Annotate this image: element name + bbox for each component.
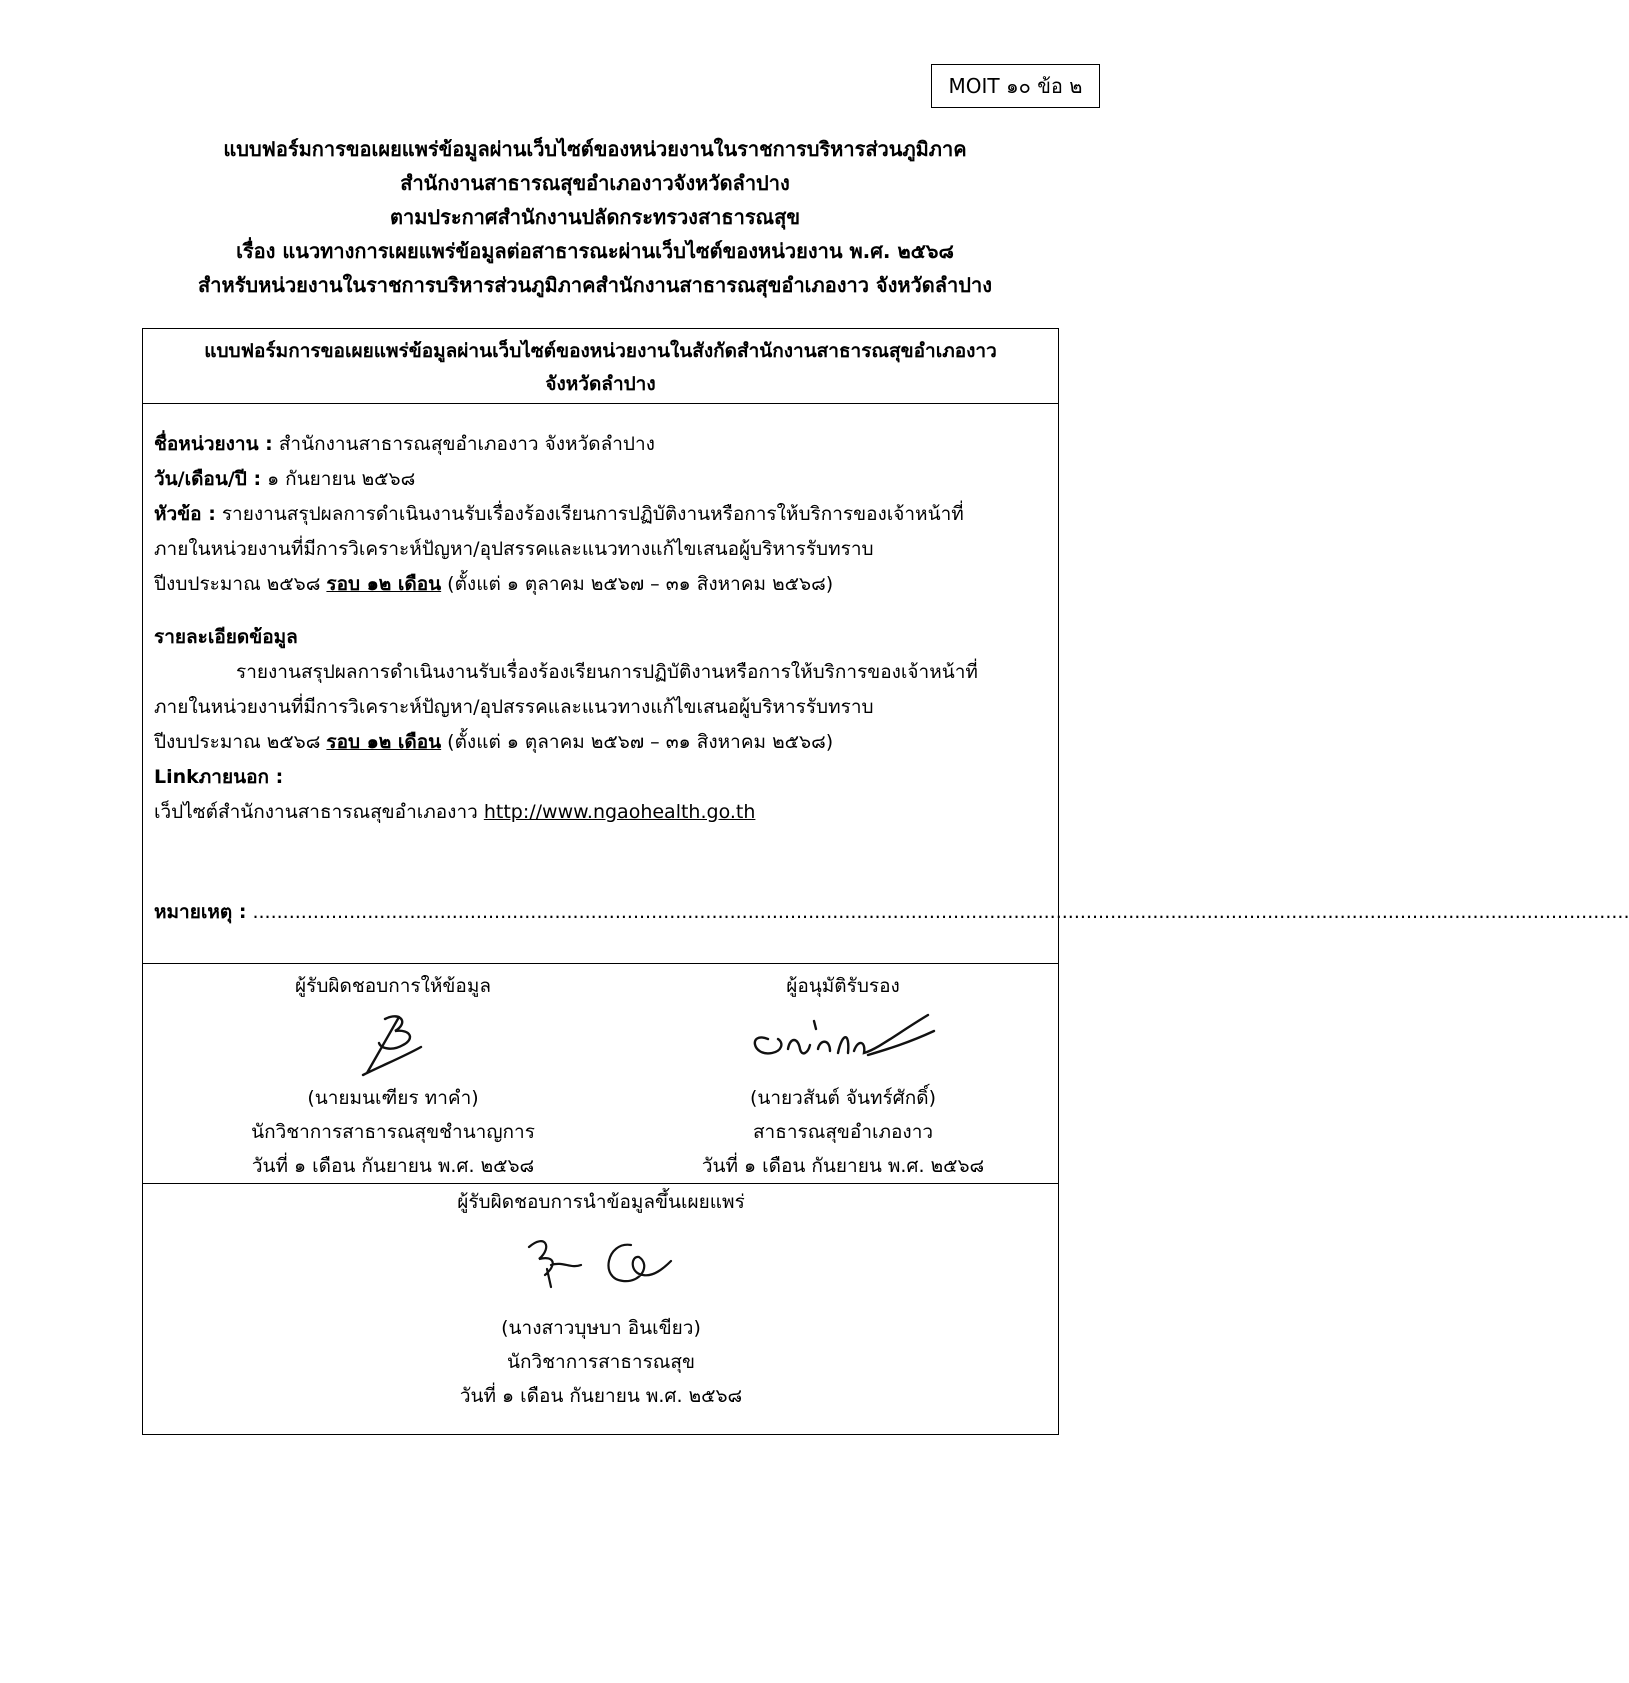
- publisher-date: วันที่ ๑ เดือน กันยายน พ.ศ. ๒๕๖๘: [459, 1385, 743, 1407]
- header-line-2: สำนักงานสาธารณสุขอำเภองาวจังหวัดลำปาง: [400, 171, 790, 195]
- provider-signature-icon: [243, 1003, 543, 1081]
- unit-label: ชื่อหน่วยงาน :: [154, 433, 273, 455]
- approver-title: ผู้อนุมัติรับรอง: [786, 975, 900, 997]
- publisher-name: (นางสาวบุษบา อินเขียว): [501, 1317, 701, 1339]
- provider-date: วันที่ ๑ เดือน กันยายน พ.ศ. ๒๕๖๘: [251, 1155, 535, 1177]
- detail-period: (ตั้งแต่ ๑ ตุลาคม ๒๕๖๗ – ๓๑ สิงหาคม ๒๕๖๘): [441, 731, 834, 753]
- detail-line-1: รายงานสรุปผลการดำเนินงานรับเรื่องร้องเรียนการปฏิบัติงานหรือการให้บริการของเจ้าหน้าที่: [236, 661, 978, 683]
- topic-line-1: รายงานสรุปผลการดำเนินงานรับเรื่องร้องเรียนการปฏิบัติงานหรือการให้บริการของเจ้าหน้าที่: [215, 503, 964, 525]
- approver-date: วันที่ ๑ เดือน กันยายน พ.ศ. ๒๕๖๘: [701, 1155, 985, 1177]
- form-title-line-1: แบบฟอร์มการขอเผยแพร่ข้อมูลผ่านเว็บไซต์ของหน่วยงานในสังกัดสำนักงานสาธารณสุขอำเภองาว: [204, 340, 997, 362]
- topic-line-2: ภายในหน่วยงานที่มีการวิเคราะห์ปัญหา/อุปสรรคและแนวทางแก้ไขเสนอผู้บริหารรับทราบ: [154, 538, 874, 560]
- approver-signature-block: [673, 969, 1013, 1183]
- header-line-4: เรื่อง แนวทางการเผยแพร่ข้อมูลต่อสาธารณะผ่านเว็บไซต์ของหน่วยงาน พ.ศ. ๒๕๖๘: [236, 239, 954, 263]
- note-dotted-line: ....................................................................................................................................................................................................................................: [246, 901, 1629, 923]
- date-value: ๑ กันยายน ๒๕๖๘: [261, 468, 416, 490]
- topic-period: (ตั้งแต่ ๑ ตุลาคม ๒๕๖๗ – ๓๑ สิงหาคม ๒๕๖๘): [441, 573, 834, 595]
- website-label: เว็ปไซต์สำนักงานสาธารณสุขอำเภองาว: [154, 801, 484, 823]
- approver-position: สาธารณสุขอำเภองาว: [752, 1121, 934, 1143]
- document-header: [0, 132, 1190, 302]
- topic-round: รอบ ๑๒ เดือน: [326, 573, 442, 595]
- publication-form: [142, 328, 1629, 1435]
- topic-label: หัวข้อ :: [154, 503, 216, 525]
- detail-round: รอบ ๑๒ เดือน: [326, 731, 442, 753]
- detail-label: รายละเอียดข้อมูล: [154, 626, 298, 648]
- detail-line-2: ภายในหน่วยงานที่มีการวิเคราะห์ปัญหา/อุปสรรคและแนวทางแก้ไขเสนอผู้บริหารรับทราบ: [154, 696, 874, 718]
- form-details: [154, 427, 1049, 830]
- unit-value: สำนักงานสาธารณสุขอำเภองาว จังหวัดลำปาง: [272, 433, 655, 455]
- publisher-title: ผู้รับผิดชอบการนำข้อมูลขึ้นเผยแพร่: [457, 1191, 745, 1213]
- form-title-line-2: จังหวัดลำปาง: [545, 373, 656, 395]
- detail-fiscal-year: ปีงบประมาณ ๒๕๖๘: [154, 731, 327, 753]
- topic-row: [154, 497, 1049, 532]
- publisher-position: นักวิชาการสาธารณสุข: [506, 1351, 696, 1373]
- publisher-signature-icon: [401, 1219, 801, 1311]
- date-label: วัน/เดือน/ปี :: [154, 468, 262, 490]
- note-row: [154, 895, 1629, 930]
- form-title: [143, 329, 1058, 404]
- publisher-signature-block: [401, 1185, 801, 1413]
- topic-fiscal-year: ปีงบประมาณ ๒๕๖๘: [154, 573, 327, 595]
- provider-signature-block: [243, 969, 543, 1183]
- publisher-divider: [143, 1183, 1058, 1184]
- header-line-3: ตามประกาศสำนักงานปลัดกระทรวงสาธารณสุข: [389, 205, 800, 229]
- website-link[interactable]: http://www.ngaohealth.go.th: [483, 801, 756, 823]
- section-divider: [143, 963, 1058, 964]
- unit-row: [154, 427, 1049, 462]
- approver-signature-icon: [673, 1003, 1013, 1081]
- reference-code-box: MOIT ๑๐ ข้อ ๒: [931, 64, 1100, 108]
- detail-line-3: [154, 725, 1049, 760]
- provider-position: นักวิชาการสาธารณสุขชำนาญการ: [251, 1121, 535, 1143]
- topic-line-3: [154, 567, 1049, 602]
- external-link-label: Linkภายนอก :: [154, 766, 284, 788]
- website-row: [154, 795, 1049, 830]
- header-line-1: แบบฟอร์มการขอเผยแพร่ข้อมูลผ่านเว็บไซต์ของหน่วยงานในราชการบริหารส่วนภูมิภาค: [223, 137, 967, 161]
- header-line-5: สำหรับหน่วยงานในราชการบริหารส่วนภูมิภาคสำนักงานสาธารณสุขอำเภองาว จังหวัดลำปาง: [198, 273, 992, 297]
- provider-title: ผู้รับผิดชอบการให้ข้อมูล: [295, 975, 491, 997]
- provider-name: (นายมนเฑียร ทาคำ): [307, 1087, 479, 1109]
- date-row: [154, 462, 1049, 497]
- note-label: หมายเหตุ :: [154, 901, 247, 923]
- approver-name: (นายวสันต์ จันทร์ศักดิ์): [749, 1087, 936, 1109]
